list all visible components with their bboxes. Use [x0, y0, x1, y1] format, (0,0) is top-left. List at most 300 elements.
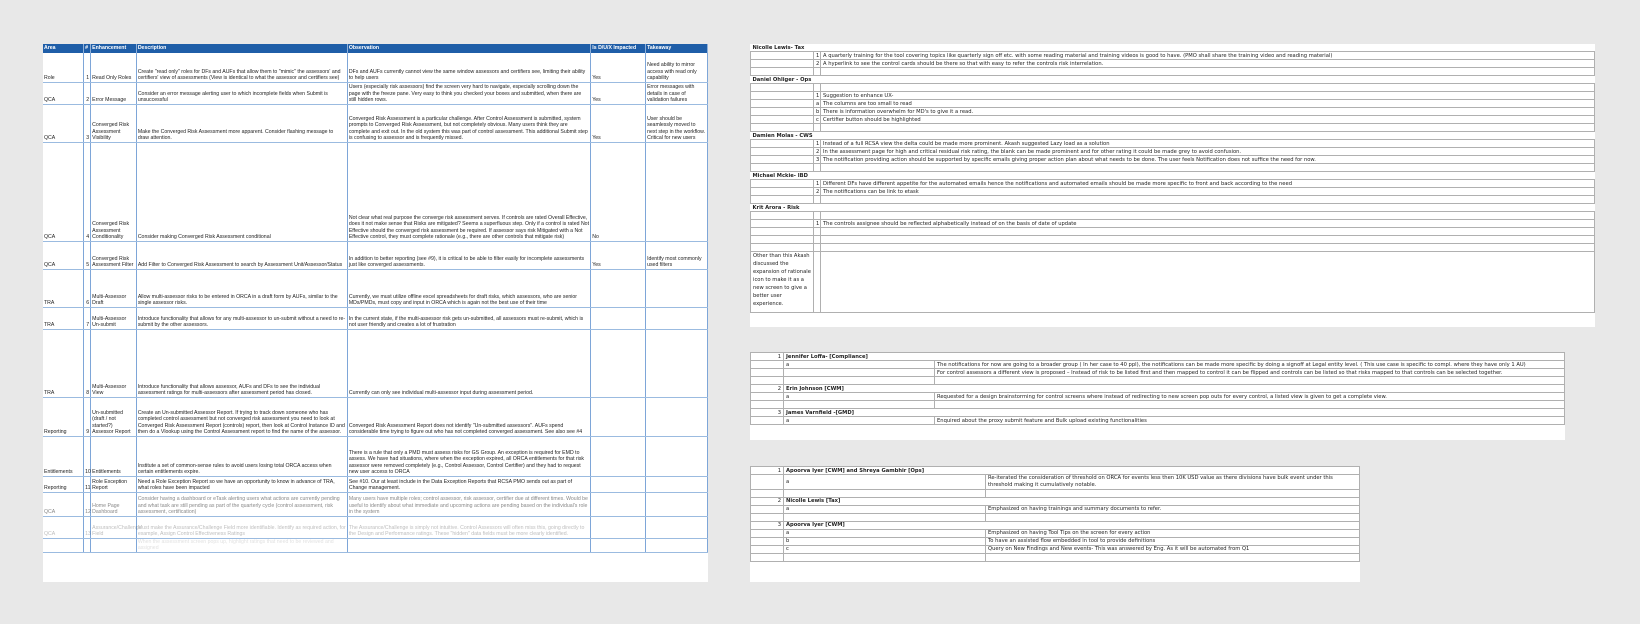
table-row — [43, 269, 708, 307]
feedback-row — [751, 220, 1595, 228]
spacer-cell — [751, 108, 814, 116]
feedback-row — [751, 353, 1565, 361]
number-cell: 1 — [84, 53, 91, 82]
reviewer-name: Jennifer Loffa- [Compliance] — [784, 353, 1565, 361]
area-cell: QCA — [43, 492, 84, 516]
area-cell: TRA — [43, 269, 84, 307]
item-number: 3 — [751, 521, 784, 529]
description-cell: Need a Role Exception Report so we have an opportunity to know in advance of TRA, what roles have been impacted — [136, 476, 347, 492]
table-row — [43, 307, 708, 329]
blank-cell — [751, 84, 814, 92]
item-label: a — [784, 417, 935, 425]
feedback-row — [751, 385, 1565, 393]
item-number: a — [814, 100, 821, 108]
feedback-row — [751, 409, 1565, 417]
blank-cell — [751, 236, 814, 244]
feedback-row — [751, 92, 1595, 100]
area-cell: QCA — [43, 104, 84, 142]
item-text: There is information overwhelm for MD's to give it a read. — [821, 108, 1595, 116]
item-label: a — [784, 393, 935, 401]
takeaway-cell — [646, 492, 708, 516]
observation-cell: Not clear what real purpose the converge risk assessment serves. If controls are rated Overall Effective, does it not make sense that Risks are mitigated? Seems a superfluous step. Only if a control is rated Not Effective should the converged risk assessment be required. If assessor says risk Mitigated with a Not Effective control, they must complete rationale (e.g., there are other controls that mitigate risk) — [347, 142, 590, 241]
item-number — [751, 553, 784, 561]
enhancement-cell: Role Exception Report — [91, 476, 137, 492]
table-row — [43, 476, 708, 492]
area-cell: TRA — [43, 307, 84, 329]
table-row — [43, 241, 708, 269]
feedback-row — [751, 369, 1565, 377]
blank-cell — [814, 196, 821, 204]
feedback-table-3 — [750, 466, 1360, 562]
feedback-row — [751, 537, 1360, 545]
table-row — [43, 397, 708, 436]
table-row — [43, 82, 708, 104]
spacer-cell — [751, 60, 814, 68]
enhancement-cell: Home Page Dashboard — [91, 492, 137, 516]
impacted-cell — [591, 538, 646, 552]
number-cell: 10 — [84, 436, 91, 476]
feedback-row — [751, 401, 1565, 409]
feedback-row — [751, 505, 1360, 513]
number-cell: 2 — [84, 82, 91, 104]
item-number: 3 — [814, 156, 821, 164]
item-text: Requested for a design brainstorming for control screens where instead of redirecting to new screen pop outs for every control, a listed view is given to get a complete view. — [935, 393, 1565, 401]
observation-cell: Converged Risk Assessment is a particular challenge. After Control Assessment is submitted, system prompts to Converged Risk Assessment, but not completely obvious. Many users think they are complete and exit out. In the old system this was part of control assessment. This additional Submit step is confusing to assessor and is frequently missed. — [347, 104, 590, 142]
column-header: Observation — [347, 44, 590, 53]
reviewer-name: Nicolle Lewis- Tax — [751, 44, 1595, 52]
item-label: a — [784, 529, 986, 537]
item-text: A hyperlink to see the control cards should be there so that with easy to refer the controls risk interrelation. — [821, 60, 1595, 68]
impacted-cell — [591, 397, 646, 436]
description-cell: Introduce functionality that allows for any multi-assessor to un-submit without a need to re-submit by the other assessors. — [136, 307, 347, 329]
observation-cell: DFs and AUFs currently cannot view the same window assessors and certifiers see, limiting their ability to help users — [347, 53, 590, 82]
item-number: 2 — [751, 497, 784, 505]
takeaway-cell: Identify most commonly used filters — [646, 241, 708, 269]
item-text: The notification providing action should be supported by specific emails giving proper action plan about what needs to be done. The user feels Notification does not suffice the need for now. — [821, 156, 1595, 164]
enhancement-cell: Un-submitted (draft / not started?) Assessor Report — [91, 397, 137, 436]
item-label — [784, 489, 986, 497]
spacer-cell — [751, 156, 814, 164]
item-label — [784, 377, 935, 385]
column-header: Takeaway — [646, 44, 708, 53]
item-text — [935, 401, 1565, 409]
reviewer-name: Daniel Ohliger - Ops — [751, 76, 1595, 84]
feedback-row — [751, 76, 1595, 84]
description-cell: Add Filter to Converged Risk Assessment to search by Assessment Unit/Assessor/Status — [136, 241, 347, 269]
blank-cell — [751, 164, 814, 172]
feedback-row — [751, 212, 1595, 220]
reviewer-name: Michael Mckie- IBD — [751, 172, 1595, 180]
number-cell: 11 — [84, 476, 91, 492]
item-number — [751, 489, 784, 497]
area-cell: Entitlements — [43, 436, 84, 476]
feedback-row — [751, 204, 1595, 212]
takeaway-cell — [646, 307, 708, 329]
item-number — [751, 529, 784, 537]
item-text: To have an assisted flow embedded in tool to provide definitions — [986, 537, 1360, 545]
feedback-row — [751, 475, 1360, 490]
area-cell: QCA — [43, 516, 84, 538]
reviewer-name: Krit Arora - Risk — [751, 204, 1595, 212]
item-number: 1 — [814, 52, 821, 60]
number-cell: 3 — [84, 104, 91, 142]
description-cell: Consider an error message alerting user to which incomplete fields when Submit is unsuccessful — [136, 82, 347, 104]
item-number: 1 — [814, 140, 821, 148]
feedback-row — [751, 52, 1595, 60]
feedback-row — [751, 180, 1595, 188]
table-row — [43, 53, 708, 82]
blank-cell — [751, 196, 814, 204]
takeaway-cell — [646, 538, 708, 552]
observation-cell — [347, 538, 590, 552]
item-number: c — [814, 116, 821, 124]
enhancement-cell — [91, 538, 137, 552]
feedback-row — [751, 377, 1565, 385]
reviewer-name: Nicolle Lewis [Tax] — [784, 497, 1360, 505]
feedback-row — [751, 393, 1565, 401]
table-row — [43, 329, 708, 397]
spacer-cell — [751, 180, 814, 188]
feedback-row — [751, 553, 1360, 561]
feedback-row — [751, 467, 1360, 475]
item-number — [751, 475, 784, 490]
description-cell: Institute a set of common-sense rules to avoid users losing total ORCA access when certain entitlements expire. — [136, 436, 347, 476]
feedback-sheet-1 — [750, 44, 1595, 327]
blank-cell — [814, 84, 821, 92]
area-cell: QCA — [43, 241, 84, 269]
description-cell: Create "read only" roles for DFs and AUFs that allow them to "mimic" the assessors' and certifiers' view of assessments (View is identical to what the assessor and certifiers see) — [136, 53, 347, 82]
column-header: Area — [43, 44, 84, 53]
feedback-row — [751, 156, 1595, 164]
feedback-row — [751, 124, 1595, 132]
feedback-row — [751, 140, 1595, 148]
item-label: a — [784, 475, 986, 490]
table-row — [43, 516, 708, 538]
feedback-row — [751, 108, 1595, 116]
description-cell: Introduce functionality that allows assessor, AUFs and DFs to see the individual assessment ratings for multi-assessors after assessment period has closed. — [136, 329, 347, 397]
reviewer-name: Apoorva Iyer [CWM] — [784, 521, 1360, 529]
spacer-cell — [751, 92, 814, 100]
observation-cell: In addition to better reporting (see #9), it is critical to be able to filter easily for incomplete assessments just like converged assessments. — [347, 241, 590, 269]
area-cell: QCA — [43, 142, 84, 241]
column-header: Description — [136, 44, 347, 53]
description-cell: Must make the Assurance/Challenge Field more identifiable. Identify as required action, for example, Assign Control Effectiveness Ratings — [136, 516, 347, 538]
feedback-row — [751, 497, 1360, 505]
item-number: 1 — [751, 467, 784, 475]
description-cell: Consider having a dashboard or eTask alerting users what actions are currently pending and what task are still pending as part of the quarterly cycle (control assessment, risk assessment, certification) — [136, 492, 347, 516]
item-text: Instead of a full RCSA view the delta could be made more prominent. Akash suggested Lazy load as a solution — [821, 140, 1595, 148]
impacted-cell — [591, 436, 646, 476]
feedback-sheet-2 — [750, 352, 1565, 440]
item-text — [986, 553, 1360, 561]
table-row — [43, 538, 708, 552]
observation-cell: Currently, we must utilize offline excel spreadsheets for draft risks, which assessors, who are senior MDs/PMDs, must copy and input in ORCA which is again not the best use of their time — [347, 269, 590, 307]
takeaway-cell — [646, 476, 708, 492]
feedback-row — [751, 521, 1360, 529]
blank-cell — [821, 196, 1595, 204]
item-label — [784, 369, 935, 377]
item-number: 1 — [814, 92, 821, 100]
item-text: The columns are too small to read — [821, 100, 1595, 108]
table-header-row — [43, 44, 708, 53]
blank-cell — [821, 124, 1595, 132]
observation-cell: Users (especially risk assessors) find the screen very hard to navigate, especially scrolling down the page with the freeze pane. Very easy to think you checked your boxes and submitted, when there are still hidden rows. — [347, 82, 590, 104]
note-text: Other than this Akash discussed the expansion of rationale icon to make it as a new screen to give a better user experience. — [751, 252, 814, 313]
item-number — [751, 505, 784, 513]
item-number — [751, 377, 784, 385]
feedback-row — [751, 164, 1595, 172]
observation-cell: Currently can only see individual multi-assessor input during assessment period. — [347, 329, 590, 397]
enhancement-cell: Converged Risk Assessment Conditionality — [91, 142, 137, 241]
blank-cell — [821, 252, 1595, 313]
item-label: b — [784, 537, 986, 545]
item-number — [751, 545, 784, 553]
item-text: A quarterly training for the tool covering topics like quarterly sign off etc. with some reading material and training videos is good to have. (PMO shall share the training video and reading material) — [821, 52, 1595, 60]
impacted-cell: Yes — [591, 104, 646, 142]
impacted-cell: No — [591, 142, 646, 241]
number-cell: 7 — [84, 307, 91, 329]
reviewer-name: Erin Johnson [CWM] — [784, 385, 1565, 393]
blank-cell — [821, 212, 1595, 220]
item-number: 1 — [814, 180, 821, 188]
table-row — [43, 436, 708, 476]
feedback-row — [751, 361, 1565, 369]
feedback-row — [751, 100, 1595, 108]
number-cell: 12 — [84, 492, 91, 516]
item-text: Different DFs have different appetite for the automated emails hence the notifications and automated emails should be made more specific to front and back according to the need — [821, 180, 1595, 188]
reviewer-name: Damien Molas - CWS — [751, 132, 1595, 140]
spacer-cell — [751, 148, 814, 156]
item-text — [986, 513, 1360, 521]
item-text: The controls assignee should be reflected alphabetically instead of on the basis of date of update — [821, 220, 1595, 228]
item-text: Query on New Findings and New events- This was answered by Eng. As it will be automated from Q1 — [986, 545, 1360, 553]
blank-cell — [751, 228, 814, 236]
item-number — [751, 513, 784, 521]
takeaway-cell — [646, 269, 708, 307]
blank-cell — [751, 244, 814, 252]
feedback-table-1 — [750, 44, 1595, 313]
enhancement-sheet — [43, 44, 708, 582]
impacted-cell — [591, 492, 646, 516]
item-number — [751, 537, 784, 545]
item-text: Re-iterated the consideration of threshold on ORCA for events less then 10K USD value as there divisions have bulk event under this threshold making it cumulatively notable. — [986, 475, 1360, 490]
blank-cell — [821, 164, 1595, 172]
blank-cell — [814, 228, 821, 236]
enhancement-cell: Multi-Assessor Un-submit — [91, 307, 137, 329]
item-text — [986, 489, 1360, 497]
feedback-row — [751, 44, 1595, 52]
table-row — [43, 142, 708, 241]
feedback-row — [751, 68, 1595, 76]
blank-cell — [814, 68, 821, 76]
number-cell: 6 — [84, 269, 91, 307]
area-cell: TRA — [43, 329, 84, 397]
item-number: 1 — [814, 220, 821, 228]
enhancement-cell: Entitlements — [91, 436, 137, 476]
item-number — [751, 417, 784, 425]
feedback-row — [751, 60, 1595, 68]
number-cell: 9 — [84, 397, 91, 436]
feedback-row — [751, 84, 1595, 92]
takeaway-cell — [646, 397, 708, 436]
blank-cell — [751, 68, 814, 76]
enhancement-cell: Converged Risk Assessment Visibility — [91, 104, 137, 142]
feedback-row — [751, 236, 1595, 244]
item-number — [751, 361, 784, 369]
impacted-cell: Yes — [591, 82, 646, 104]
takeaway-cell — [646, 142, 708, 241]
item-text: Suggestion to enhance UX- — [821, 92, 1595, 100]
feedback-row — [751, 132, 1595, 140]
column-header: Enhancement — [91, 44, 137, 53]
description-cell: When the assessment screen pops up, highlight ratings that need to be reviewed and assigned — [136, 538, 347, 552]
impacted-cell: Yes — [591, 241, 646, 269]
takeaway-cell — [646, 329, 708, 397]
item-text: In the assessment page for high and critical residual risk rating, the blank can be made prominent and for other rating it could be made grey to avoid confusion. — [821, 148, 1595, 156]
table-row — [43, 492, 708, 516]
enhancement-cell: Read Only Roles — [91, 53, 137, 82]
takeaway-cell: Error messages with details in case of validation failures — [646, 82, 708, 104]
area-cell: Reporting — [43, 397, 84, 436]
enhancement-cell: Assurance/Challenge Field — [91, 516, 137, 538]
item-label: a — [784, 505, 986, 513]
observation-cell: The Assurance/Challenge is simply not intuitive. Control Assessors will often miss this, going directly to the Design and Performance ratings. These "hidden" data fields must be more clearly identified. — [347, 516, 590, 538]
item-text: For control assessors a different view is proposed – Instead of risk to be listed first and then mapped to control it can be flipped and controls can be listed so that risks mapped to that controls can be selected together. — [935, 369, 1565, 377]
enhancement-table — [43, 44, 708, 553]
enhancement-cell: Converged Risk Assessment Filter — [91, 241, 137, 269]
feedback-table-2 — [750, 352, 1565, 425]
spacer-cell — [751, 220, 814, 228]
spacer-cell — [751, 116, 814, 124]
table-row — [43, 104, 708, 142]
takeaway-cell: Need ability to mirror access with read only capability — [646, 53, 708, 82]
impacted-cell — [591, 476, 646, 492]
feedback-row — [751, 529, 1360, 537]
item-text: Emphasized on having Tool Tips on the screen for every action — [986, 529, 1360, 537]
item-number: 3 — [751, 409, 784, 417]
item-number: 2 — [814, 188, 821, 196]
takeaway-cell — [646, 436, 708, 476]
spacer-cell — [751, 188, 814, 196]
feedback-row — [751, 489, 1360, 497]
number-cell: 13 — [84, 516, 91, 538]
impacted-cell — [591, 307, 646, 329]
blank-cell — [821, 228, 1595, 236]
blank-cell — [814, 124, 821, 132]
observation-cell: There is a rule that only a PMD must assess risks for GS Group. An exception is required for EMD to assess. We have had situations, where when the exception expired, all ORCA entitlements for that risk assessor were removed completely (e.g., Control Assessor, Control Certifier) and they had to request new user access to ORCA — [347, 436, 590, 476]
enhancement-cell: Error Message — [91, 82, 137, 104]
area-cell: QCA — [43, 82, 84, 104]
note-row — [751, 252, 1595, 313]
item-number — [751, 369, 784, 377]
observation-cell: Many users have multiple roles; control assessor, risk assessor, certifier due at different times. Would be useful to identify about what immediate and upcoming actions are pending based on the individual's role in the system — [347, 492, 590, 516]
feedback-row — [751, 188, 1595, 196]
blank-cell — [814, 164, 821, 172]
blank-cell — [751, 212, 814, 220]
item-number: 2 — [814, 148, 821, 156]
column-header: # — [84, 44, 91, 53]
description-cell: Consider making Converged Risk Assessment conditional — [136, 142, 347, 241]
blank-cell — [814, 252, 821, 313]
number-cell: 5 — [84, 241, 91, 269]
number-cell: 8 — [84, 329, 91, 397]
blank-cell — [821, 68, 1595, 76]
blank-cell — [814, 244, 821, 252]
blank-cell — [814, 212, 821, 220]
column-header: Is D/U/X Impacted — [591, 44, 646, 53]
area-cell: Role — [43, 53, 84, 82]
blank-cell — [821, 244, 1595, 252]
observation-cell: Converged Risk Assessment Report does not identify "Un-submitted assessors". AUFs spend considerable time trying to figure out who has not completed converged assessment. See also see #4 — [347, 397, 590, 436]
blank-cell — [821, 84, 1595, 92]
blank-cell — [751, 124, 814, 132]
impacted-cell: Yes — [591, 53, 646, 82]
number-cell — [84, 538, 91, 552]
feedback-row — [751, 513, 1360, 521]
feedback-row — [751, 228, 1595, 236]
item-label — [784, 553, 986, 561]
feedback-row — [751, 545, 1360, 553]
observation-cell: See #10. Our at least include in the Data Exception Reports that RCSA PMO sends out as part of Change management. — [347, 476, 590, 492]
item-label — [784, 401, 935, 409]
impacted-cell — [591, 269, 646, 307]
item-label: a — [784, 361, 935, 369]
item-number — [751, 401, 784, 409]
item-text — [935, 377, 1565, 385]
description-cell: Create an Un-submitted Assessor Report. If trying to track down someone who has completed control assessment but not converged risk assessment you need to look at Converged Risk Assessment Report (controls) report, then look at Control Instance ID and then do a Vlookup using the Control Assessment report to find the name of the assessor. — [136, 397, 347, 436]
observation-cell: In the current state, if the multi-assessor risk gets un-submitted, all assessors must re-submit, which is not user friendly and creates a lot of frustration — [347, 307, 590, 329]
feedback-row — [751, 417, 1565, 425]
description-cell: Allow multi-assessor risks to be entered in ORCA in a draft form by AUFs, similar to the single assessor risks. — [136, 269, 347, 307]
enhancement-cell: Multi-Assessor Draft — [91, 269, 137, 307]
item-number: 2 — [814, 60, 821, 68]
enhancement-cell: Multi-Assessor View — [91, 329, 137, 397]
feedback-row — [751, 148, 1595, 156]
item-text: Certifier button should be highlighted — [821, 116, 1595, 124]
spacer-cell — [751, 140, 814, 148]
feedback-row — [751, 196, 1595, 204]
spacer-cell — [751, 52, 814, 60]
item-number: 1 — [751, 353, 784, 361]
takeaway-cell: User should be seamlessly moved to next step in the workflow. Critical for new users — [646, 104, 708, 142]
blank-cell — [821, 236, 1595, 244]
item-text: The notifications can be link to etask — [821, 188, 1595, 196]
area-cell — [43, 538, 84, 552]
feedback-row — [751, 172, 1595, 180]
blank-cell — [814, 236, 821, 244]
feedback-row — [751, 116, 1595, 124]
impacted-cell — [591, 329, 646, 397]
item-text: Enquired about the proxy submit feature and Bulk upload existing functionalities — [935, 417, 1565, 425]
feedback-sheet-3 — [750, 466, 1360, 582]
item-text: The notifications for now are going to a broader group ( In her case to 40 ppl), the notifications can be made more specific by doing a signoff at Legal entity level. ( This use case is specific to compl. where they have only 1 AU) — [935, 361, 1565, 369]
reviewer-name: James Varnfield -[GMD] — [784, 409, 1565, 417]
item-text: Emphasized on having trainings and summary documents to refer. — [986, 505, 1360, 513]
feedback-row — [751, 244, 1595, 252]
impacted-cell — [591, 516, 646, 538]
number-cell: 4 — [84, 142, 91, 241]
reviewer-name: Apoorva Iyer [CWM] and Shreya Gambhir [Ops] — [784, 467, 1360, 475]
item-label: c — [784, 545, 986, 553]
spacer-cell — [751, 100, 814, 108]
takeaway-cell — [646, 516, 708, 538]
item-number: b — [814, 108, 821, 116]
area-cell: Reporting — [43, 476, 84, 492]
item-number — [751, 393, 784, 401]
item-label — [784, 513, 986, 521]
description-cell: Make the Converged Risk Assessment more apparent. Consider flashing message to draw attention. — [136, 104, 347, 142]
item-number: 2 — [751, 385, 784, 393]
